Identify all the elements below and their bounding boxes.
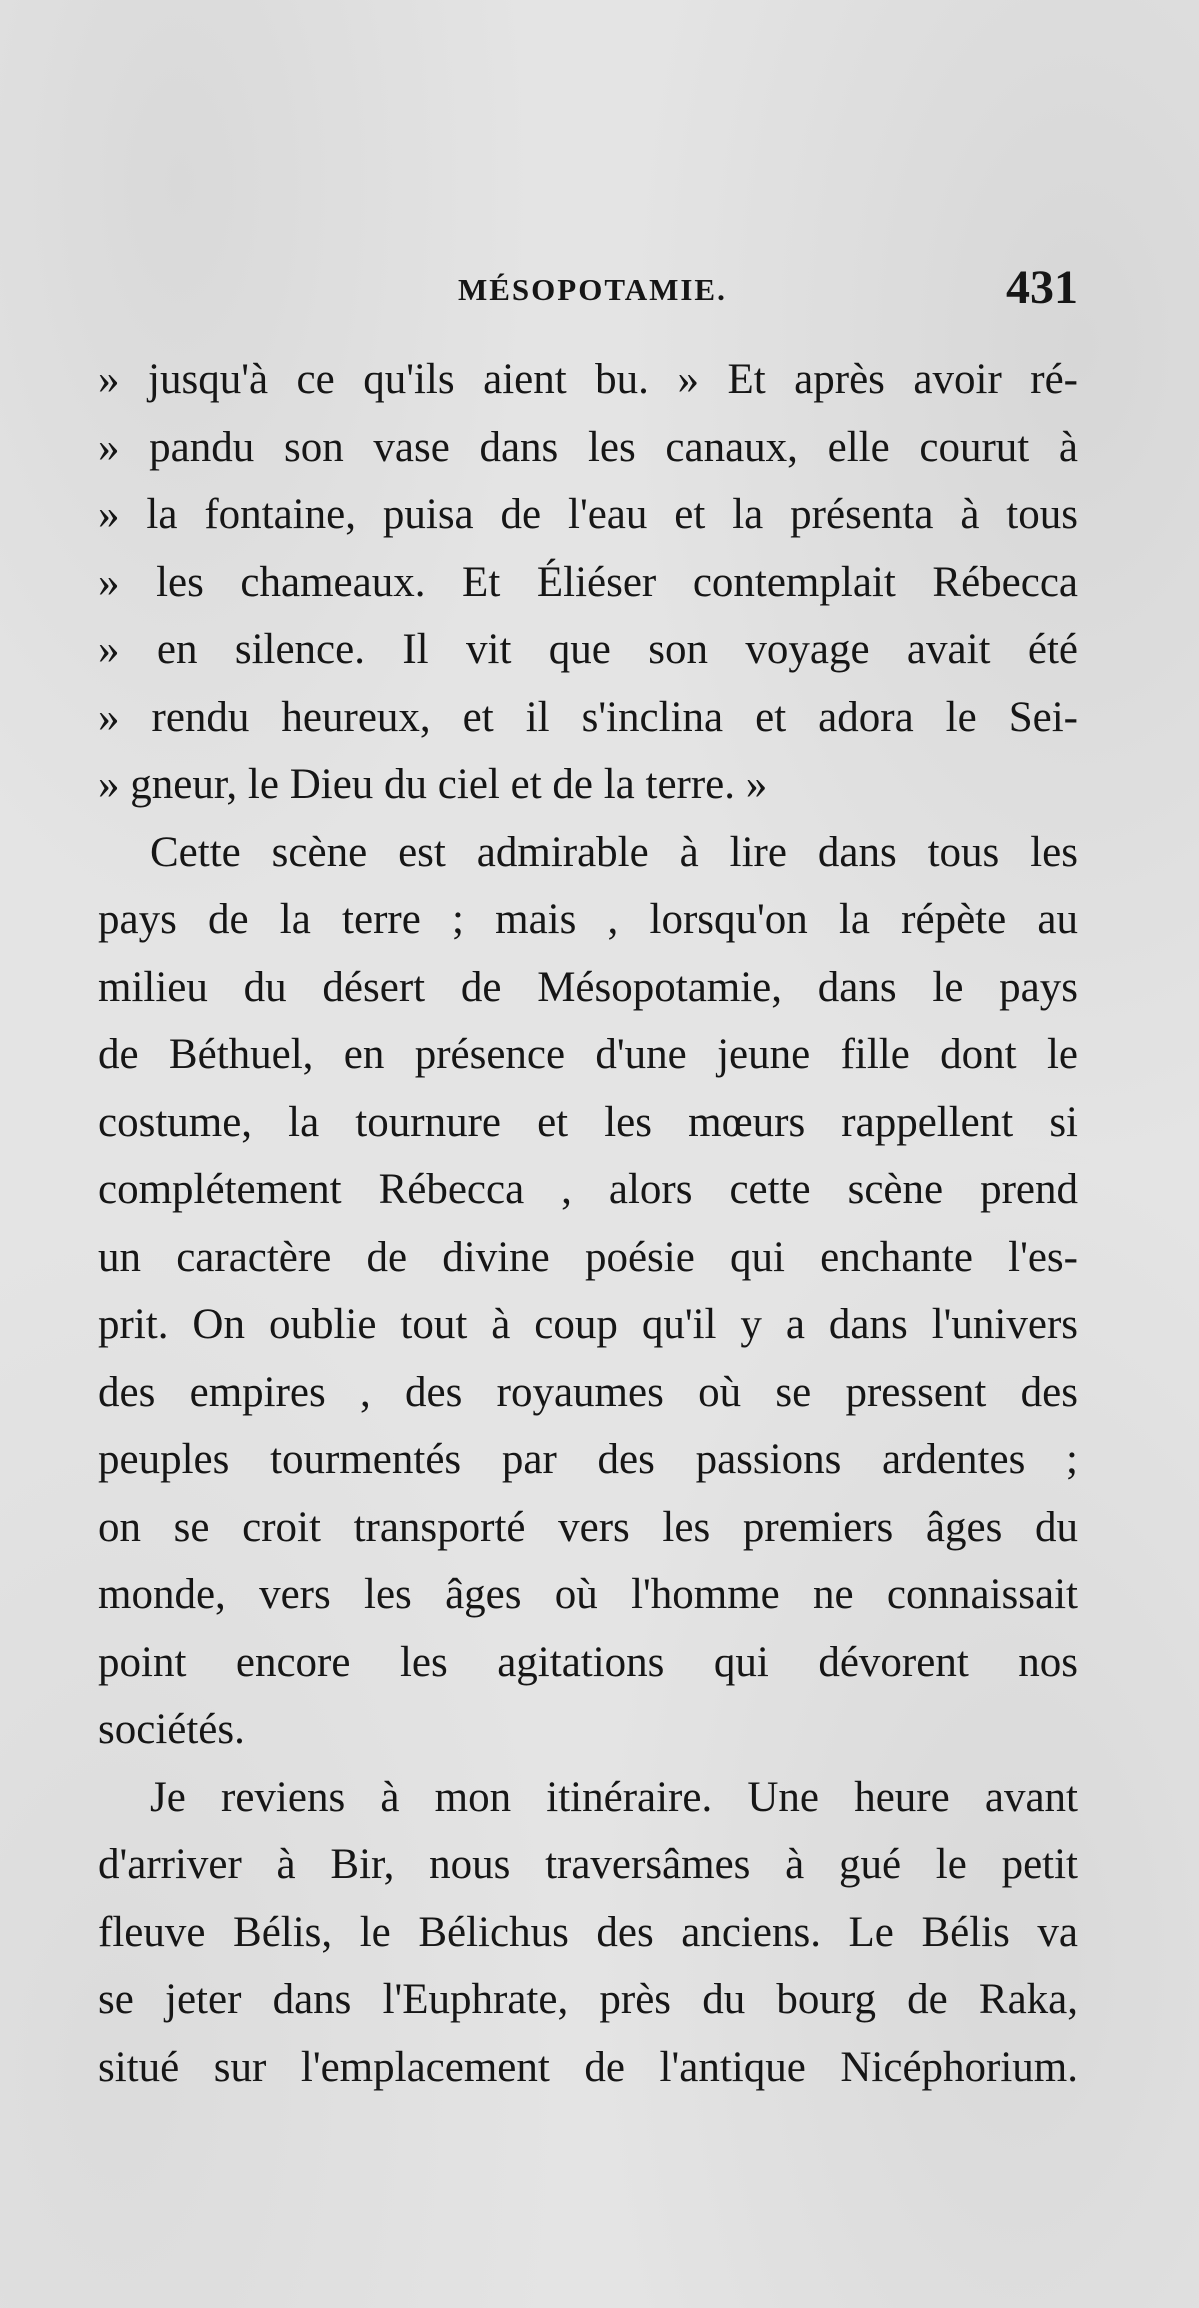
text-line: milieu du désert de Mésopotamie, dans le pays [98, 963, 1078, 1011]
text-line: d'arriver à Bir, nous traversâmes à gué le petit [98, 1841, 1078, 1888]
text-line: complétement Rébecca , alors cette scène prend [98, 1166, 1078, 1213]
paragraph-first-line: Cette scène est admirable à lire dans tous les [150, 828, 1078, 876]
text-line: situé sur l'emplacement de l'antique Nicéphorium. [98, 2043, 1078, 2091]
text-line: prit. On oublie tout à coup qu'il y a dans l'univers [98, 1301, 1078, 1348]
text-line: se jeter dans l'Euphrate, près du bourg de Raka, [98, 1976, 1078, 2023]
text-line: peuples tourmentés par des passions ardentes ; [98, 1436, 1078, 1483]
text-line: » en silence. Il vit que son voyage avait été [98, 626, 1078, 673]
body-text [98, 346, 1078, 2101]
text-line: un caractère de divine poésie qui enchante l'es- [98, 1233, 1078, 1281]
text-line: » rendu heureux, et il s'inclina et adora le Sei- [98, 693, 1078, 741]
page-number: 431 [1006, 261, 1078, 314]
text-line: pays de la terre ; mais , lorsqu'on la répète au [98, 896, 1078, 943]
text-line: » la fontaine, puisa de l'eau et la présenta à tous [98, 491, 1078, 538]
text-line: point encore les agitations qui dévorent nos [98, 1638, 1078, 1686]
text-line: fleuve Bélis, le Bélichus des anciens. Le Bélis va [98, 1908, 1078, 1956]
text-line: » gneur, le Dieu du ciel et de la terre. » [98, 761, 768, 808]
text-line: » pandu son vase dans les canaux, elle courut à [98, 423, 1078, 471]
text-line: » les chameaux. Et Éliéser contemplait Rébecca [98, 558, 1078, 606]
text-line: des empires , des royaumes où se pressent des [98, 1368, 1078, 1416]
text-line: » jusqu'à ce qu'ils aient bu. » Et après avoir ré- [98, 356, 1078, 403]
text-line: costume, la tournure et les mœurs rappellent si [98, 1098, 1078, 1146]
text-line: monde, vers les âges où l'homme ne connaissait [98, 1571, 1078, 1618]
text-line: sociétés. [98, 1706, 245, 1753]
text-line: de Béthuel, en présence d'une jeune fille dont le [98, 1031, 1078, 1078]
running-head [98, 261, 1078, 316]
text-line: on se croit transporté vers les premiers âges du [98, 1503, 1078, 1551]
running-head-title: MÉSOPOTAMIE. [458, 272, 727, 307]
paragraph-first-line: Je reviens à mon itinéraire. Une heure avant [150, 1773, 1078, 1821]
